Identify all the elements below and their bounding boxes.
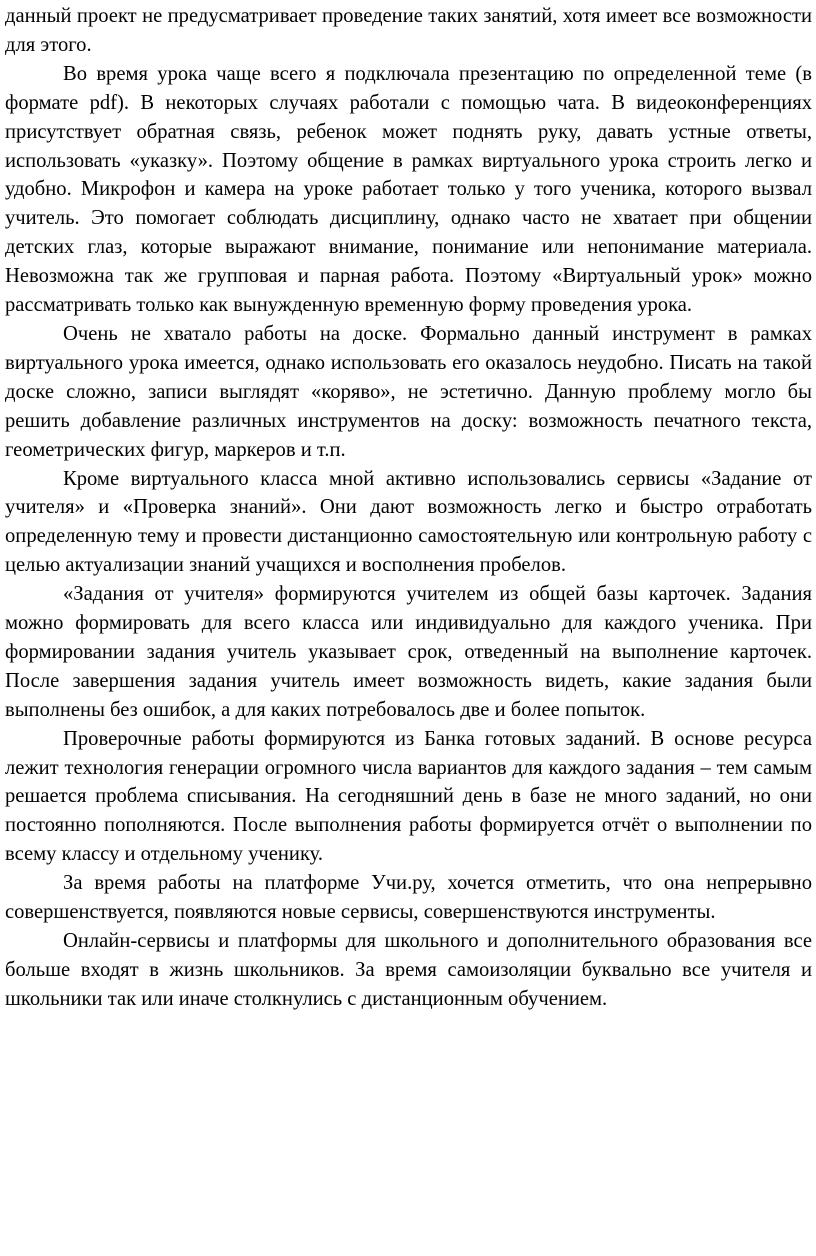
paragraph-teacher-tasks: «Задания от учителя» формируются учителем из общей базы карточек. Задания можно формировать для всего класса или индивидуально для каждого ученика. При формировании задания учитель указывает срок, отведенный на выполнение карточек. После завершения задания учитель имеет возможность видеть, какие задания были выполнены без ошибок, а для каких потребовалось две и более попыток.: [5, 583, 812, 721]
paragraph-continuation: [5, 2, 812, 60]
document-page: [0, 2, 816, 1256]
paragraph-text: данный проект не предусматривает проведение таких занятий, хотя имеет все возможности для этого.: [5, 5, 812, 56]
paragraph-services: Кроме виртуального класса мной активно использовались сервисы «Задание от учителя» и «Проверка знаний». Они дают возможность легко и быстро отработать определенную тему и провести дистанционно самостоятельную или контрольную работу с целью актуализации знаний учащихся и восполнения пробелов.: [5, 467, 812, 577]
paragraph-conclusion: Онлайн-сервисы и платформы для школьного и дополнительного образования все больше входят в жизнь школьников. За время самоизоляции буквально все учителя и школьники так или иначе столкнулись с дистанционным обучением.: [5, 930, 812, 1010]
paragraph-platform: За время работы на платформе Учи.ру, хочется отметить, что она непрерывно совершенствуется, появляются новые сервисы, совершенствуются инструменты.: [5, 872, 812, 924]
paragraph-tests: Проверочные работы формируются из Банка готовых заданий. В основе ресурса лежит технология генерации огромного числа вариантов для каждого задания – тем самым решается проблема списывания. На сегодняшний день в базе не много заданий, но они постоянно пополняются. После выполнения работы формируется отчёт о выполнении по всему классу и отдельному ученику.: [5, 727, 812, 866]
paragraph-virtual-lesson: Во время урока чаще всего я подключала презентацию по определенной теме (в формате pdf). В некоторых случаях работали с помощью чата. В видеоконференциях присутствует обратная связь, ребенок может поднять руку, давать устные ответы, использовать «указку». Поэтому общение в рамках виртуального урока строить легко и удобно. Микрофон и камера на уроке работает только у того ученика, которого вызвал учитель. Это помогает соблюдать дисциплину, однако часто не хватает при общении детских глаз, которые выражают внимание, понимание или непонимание материала. Невозможна так же групповая и парная работа. Поэтому «Виртуальный урок» можно рассматривать только как вынужденную временную форму проведения урока.: [5, 62, 812, 317]
paragraph-whiteboard: Очень не хватало работы на доске. Формально данный инструмент в рамках виртуального урока имеется, однако использовать его оказалось неудобно. Писать на такой доске сложно, записи выглядят «коряво», не эстетично. Данную проблему могло бы решить добавление различных инструментов на доску: возможность печатного текста, геометрических фигур, маркеров и т.п.: [5, 322, 812, 461]
